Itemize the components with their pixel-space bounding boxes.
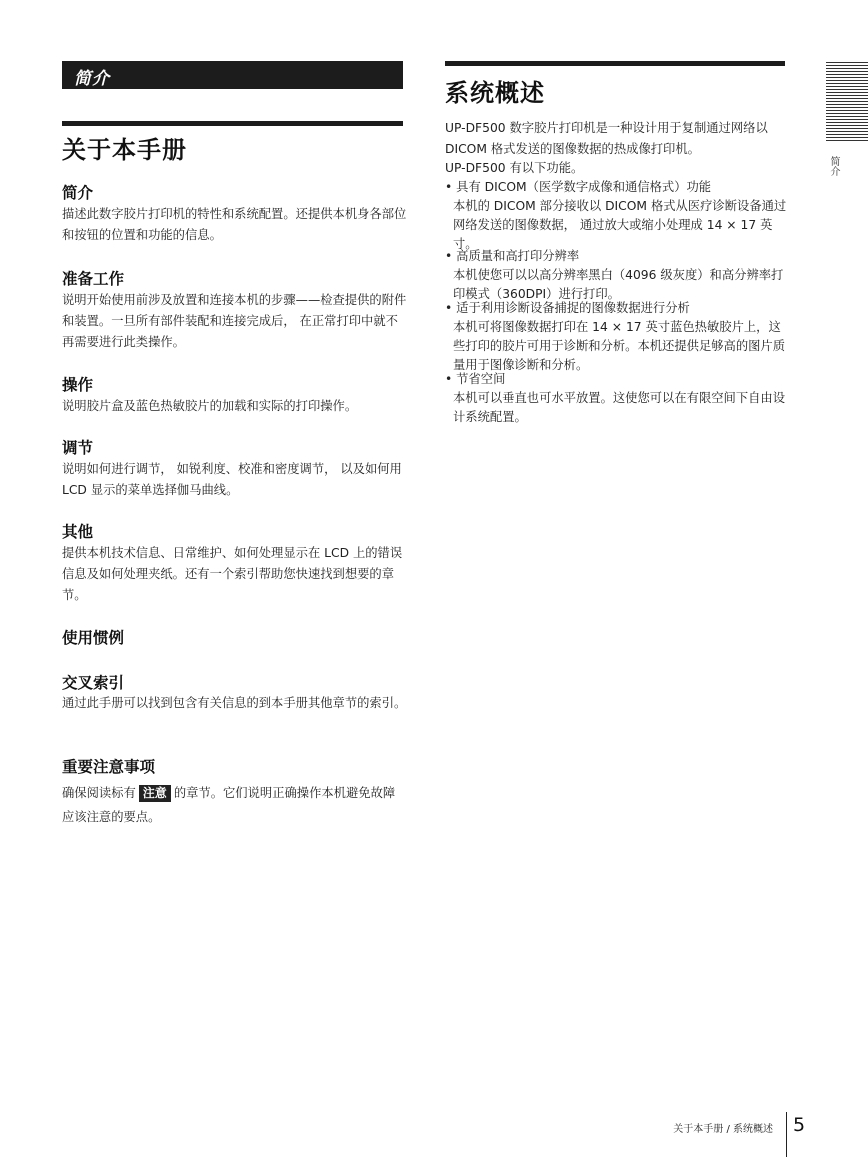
section-body: 说明如何进行调节， 如锐利度、校准和密度调节， 以及如何用 LCD 显示的菜单选择伽马曲线。: [62, 462, 402, 497]
intro-paragraph: UP-DF500 数字胶片打印机是一种设计用于复制通过网络以 DICOM 格式发送的图像数据的热成像打印机。: [445, 121, 768, 156]
section-banner-label: 简介: [74, 69, 110, 89]
feature-item: [445, 247, 790, 304]
chapter-edge-tab: [826, 62, 868, 144]
footer-divider: [786, 1112, 787, 1157]
body-text: 的章节。它们说明正确操作本机避免故障应该注意的要点。: [62, 786, 396, 824]
section-body: 说明胶片盒及蓝色热敏胶片的加载和实际的打印操作。: [62, 399, 358, 413]
section-title: 其他: [62, 523, 94, 541]
heading-rule: [445, 61, 785, 66]
section-title: 准备工作: [62, 270, 125, 288]
section-title: 交叉索引: [62, 674, 125, 692]
page-title-manual: 关于本手册: [62, 136, 187, 164]
feature-body: 本机可将图像数据打印在 14 × 17 英寸蓝色热敏胶片上，这些打印的胶片可用于诊断和分析。本机还提供足够高的图片质量用于图像诊断和分析。: [453, 320, 786, 372]
feature-head: • 具有 DICOM（医学数字成像和通信格式）功能: [445, 178, 790, 197]
section-title: 重要注意事项: [62, 758, 156, 776]
section-title: 操作: [62, 376, 94, 394]
page-number: 5: [793, 1114, 806, 1136]
section-body: 说明开始使用前涉及放置和连接本机的步骤——检查提供的附件和装置。一旦所有部件装配和连接完成后， 在正常打印中就不再需要进行此类操作。: [62, 293, 407, 349]
feature-body: 本机可以垂直也可水平放置。这使您可以在有限空间下自由设计系统配置。: [453, 391, 786, 424]
intro-paragraph: UP-DF500 有以下功能。: [445, 161, 584, 175]
feature-head: • 适于利用诊断设备捕捉的图像数据进行分析: [445, 299, 790, 318]
section-body: 描述此数字胶片打印机的特性和系统配置。还提供本机身各部位和按钮的位置和功能的信息。: [62, 207, 407, 242]
heading-rule: [62, 121, 403, 126]
section-body: 提供本机技术信息、日常维护、如何处理显示在 LCD 上的错误信息及如何处理夹纸。还有一个索引帮助您快速找到想要的章节。: [62, 546, 403, 602]
section-body: [62, 781, 407, 829]
chapter-edge-label: 简介: [828, 156, 839, 176]
feature-item: [445, 178, 790, 254]
feature-body: 本机的 DICOM 部分接收以 DICOM 格式从医疗诊断设备通过网络发送的图像数据， 通过放大或缩小处理成 14 × 17 英寸。: [453, 199, 787, 251]
feature-body: 本机使您可以以高分辨率黑白（4096 级灰度）和高分辨率打印模式（360DPI）进行打印。: [453, 268, 784, 301]
feature-head: • 高质量和高打印分辨率: [445, 247, 790, 266]
section-title: 使用惯例: [62, 629, 125, 647]
footer-chapter-title: 关于本手册 / 系统概述: [673, 1124, 773, 1135]
feature-item: [445, 299, 790, 375]
section-title: 简介: [62, 184, 94, 202]
section-banner: [62, 61, 403, 89]
feature-item: [445, 370, 790, 427]
section-body: 通过此手册可以找到包含有关信息的到本手册其他章节的索引。: [62, 696, 407, 710]
body-text: 确保阅读标有: [62, 786, 136, 800]
caution-badge: 注意: [139, 785, 171, 802]
page-title-overview: 系统概述: [445, 79, 545, 107]
feature-head: • 节省空间: [445, 370, 790, 389]
section-title: 调节: [62, 439, 94, 457]
